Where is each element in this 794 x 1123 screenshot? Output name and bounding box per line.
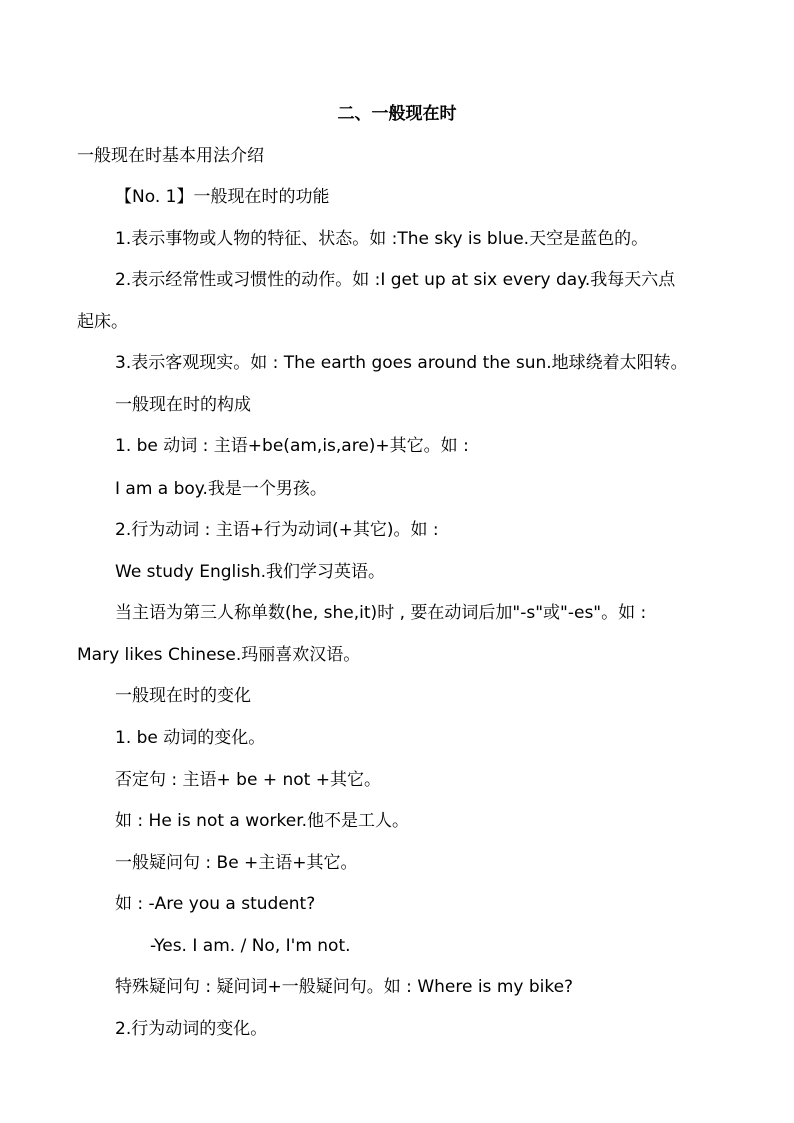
paragraph-line: 3.表示客观现实。如 : The earth goes around the sun.地球绕着太阳转。 xyxy=(115,353,688,373)
paragraph-line-continued: 起床。 xyxy=(77,312,128,332)
paragraph-line: 否定句 : 主语+ be + not +其它。 xyxy=(115,770,381,790)
example-line: I am a boy.我是一个男孩。 xyxy=(115,479,327,499)
subheading-no1: 【No. 1】一般现在时的功能 xyxy=(115,187,330,207)
page-title: 二、一般现在时 xyxy=(337,104,457,124)
example-line-indented: -Yes. I am. / No, I'm not. xyxy=(150,936,351,956)
paragraph-line: 特殊疑问句 : 疑问词+一般疑问句。如 : Where is my bike? xyxy=(115,977,574,997)
section-heading-structure: 一般现在时的构成 xyxy=(115,395,251,415)
paragraph-line: 2.行为动词 : 主语+行为动词(+其它)。如 : xyxy=(115,520,439,540)
paragraph-line: 2.行为动词的变化。 xyxy=(115,1019,268,1039)
example-line: We study English.我们学习英语。 xyxy=(115,562,386,582)
section-heading-changes: 一般现在时的变化 xyxy=(115,686,251,706)
example-line-continued: Mary likes Chinese.玛丽喜欢汉语。 xyxy=(77,645,361,665)
paragraph-line: 1. be 动词 : 主语+be(am,is,are)+其它。如 : xyxy=(115,436,469,456)
paragraph-line: 1. be 动词的变化。 xyxy=(115,728,266,748)
section-heading-intro: 一般现在时基本用法介绍 xyxy=(77,146,264,166)
paragraph-line: 当主语为第三人称单数(he, she,it)时 , 要在动词后加"-s"或"-es"。如 : xyxy=(115,603,647,623)
paragraph-line: 2.表示经常性或习惯性的动作。如 :I get up at six every day.我每天六点 xyxy=(115,270,676,290)
example-line: 如 : He is not a worker.他不是工人。 xyxy=(115,811,410,831)
paragraph-line: 1.表示事物或人物的特征、状态。如 :The sky is blue.天空是蓝色的。 xyxy=(115,229,649,249)
example-line: 如 : -Are you a student? xyxy=(115,894,316,914)
paragraph-line: 一般疑问句 : Be +主语+其它。 xyxy=(115,853,358,873)
